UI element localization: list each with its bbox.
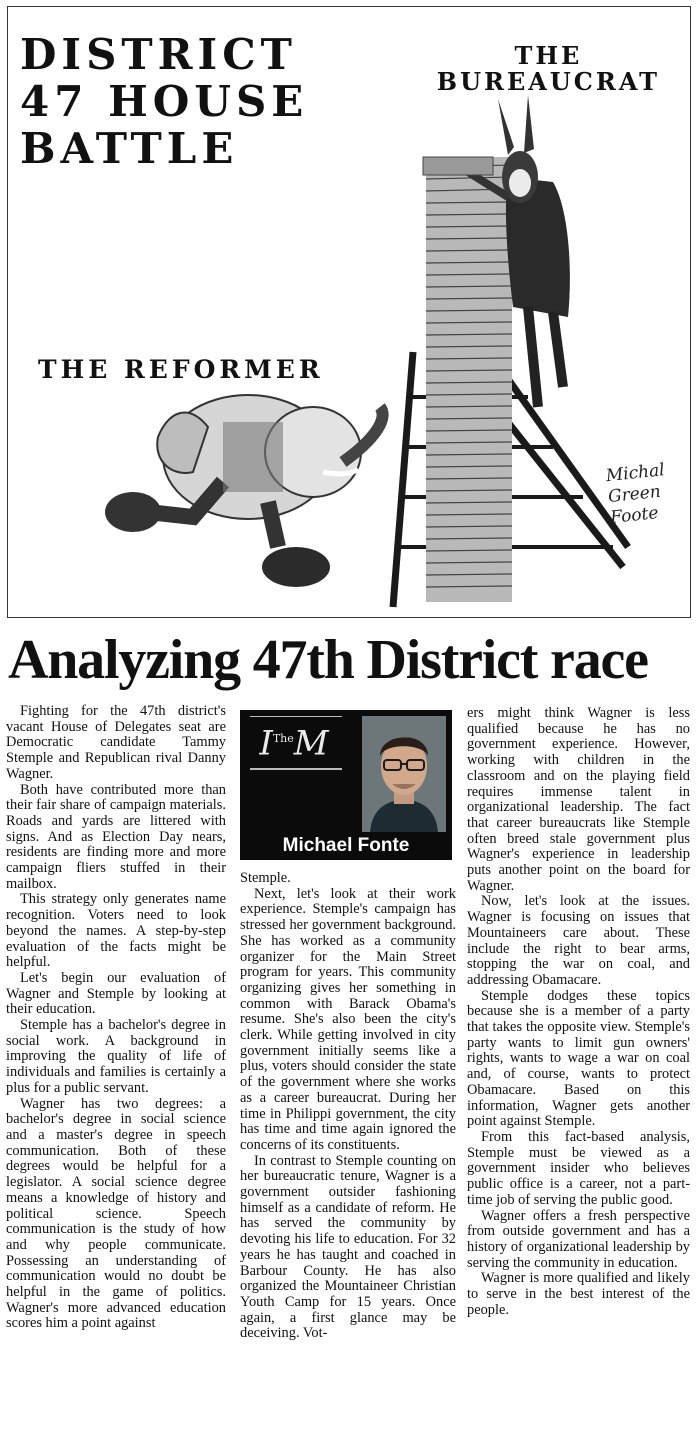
paragraph: Now, let's look at the issues. Wagner is focusing on issues that Mountaineers care about. These include the right to bear arms, stopping the war on coal, and addressing Obamacare. — [467, 893, 690, 988]
paragraph: Fighting for the 47th district's vacant House of Delegates seat are Democratic candidate Tammy Stemple and Republican rival Danny Wagner. — [6, 703, 226, 782]
editorial-cartoon — [7, 6, 691, 618]
cartoon-title-line: DISTRICT — [20, 30, 297, 79]
byline-box — [240, 710, 452, 860]
paragraph: Wagner has two degrees: a bachelor's degree in social science and a master's degree in speech communication. Both of these degrees would be helpful for a legislator. A social science degree means a knowledge of history and political science. Speech communication is the study of how and why people communicate. Possessing an understanding of communication would no doubt be helpful in the game of politics. Wagner's more advanced education scores him a point against — [6, 1095, 226, 1332]
masthead-logo — [246, 718, 342, 766]
article-column-3 — [467, 706, 690, 1318]
paper-stack — [426, 157, 512, 602]
paragraph: ers might think Wagner is less qualified because he has no government experience. However, working with children in the classroom and on the playing field requires immense talent in organizational leadership. The fact that career bureaucrats like Stemple often breed stale government plus Wagner's experience in leadership puts another point on the board for Wagner. — [467, 705, 690, 894]
author-portrait — [362, 716, 446, 832]
cartoon-title-line: BATTLE — [20, 124, 239, 173]
paragraph: Stemple. — [240, 870, 291, 886]
paragraph: Stemple has a bachelor's degree in social work. A background in improving the quality of life of individuals and families is certainly a plus for a public servant. — [6, 1017, 226, 1096]
paragraph: Stemple dodges these topics because she is a member of a party that takes the opposite view. Stemple's party wants to limit gun owners' rights, wants to wage a war on coal and, of course, wants to protect Obamacare. Based on this information, Wagner gets another point against Stemple. — [467, 987, 690, 1130]
cartoon-title — [20, 31, 308, 172]
paragraph: This strategy only generates name recognition. Voters need to look beyond the names. A step-by-step evaluation of the facts might be helpful. — [6, 891, 226, 971]
cartoon-title-line: 47 HOUSE — [20, 77, 309, 126]
paragraph: Wagner offers a fresh perspective from outside government and has a history of organizational leadership by serving the community in education. — [467, 1207, 690, 1271]
logo-small: The — [272, 732, 294, 745]
signature-line: Green — [607, 481, 662, 508]
bureaucrat-label-line: BUREAUCRAT — [436, 67, 660, 96]
article-column-2 — [240, 871, 456, 1342]
bureaucrat-label — [437, 43, 660, 95]
paragraph: Next, let's look at their work experience. Stemple's campaign has stressed her government background. She has worked as a community organizer for the Main Street program for years. This community organizing gives her something in common with Barack Obama's resume. She's also been the city's clerk. While getting involved in city government initially seems like a plus, voters should consider the state of the government where she works as a career bureaucrat. During her time in Philippi government, the city has time and time again ignored the concerns of its constituents. — [240, 885, 456, 1153]
signature-line: Michal — [604, 460, 666, 487]
logo-letter: M — [293, 723, 329, 764]
article-headline: Analyzing 47th District race — [8, 629, 648, 691]
paragraph: Let's begin our evaluation of Wagner and Stemple by looking at their education. — [6, 969, 226, 1018]
logo-letter: I — [259, 723, 273, 764]
article-column-1 — [6, 704, 226, 1332]
logo-rule — [250, 716, 342, 717]
paragraph: In contrast to Stemple counting on her bureaucratic tenure, Wagner is a government outsider fashioning himself as a candidate of reform. He has served the community by devoting his life to education. For 32 years he has taught and coached in Barbour County. He has also organized the Mountaineer Christian Youth Camp for 15 years. Once again, a first glance may be deceiving. Vot- — [240, 1152, 456, 1342]
artist-signature — [605, 458, 691, 529]
author-photo — [362, 716, 446, 832]
author-name: Michael Fonte — [282, 835, 410, 856]
paragraph: Wagner is more qualified and likely to serve in the best interest of the people. — [467, 1270, 690, 1318]
paragraph: Both have contributed more than their fair share of campaign materials. Roads and yards are littered with signs. And as Election Day nears, residents are finding more and more campaign fliers stuffed in their mailbox. — [6, 781, 226, 892]
signature-line: Foote — [609, 503, 660, 529]
paragraph: From this fact-based analysis, Stemple must be viewed as a government insider who believes public office is a career, not a part-time job of serving the public good. — [467, 1128, 690, 1208]
logo-rule — [250, 768, 342, 770]
elephant-figure — [105, 395, 383, 587]
reformer-label: THE REFORMER — [38, 355, 324, 384]
bureaucrat-label-line: THE — [514, 41, 583, 70]
